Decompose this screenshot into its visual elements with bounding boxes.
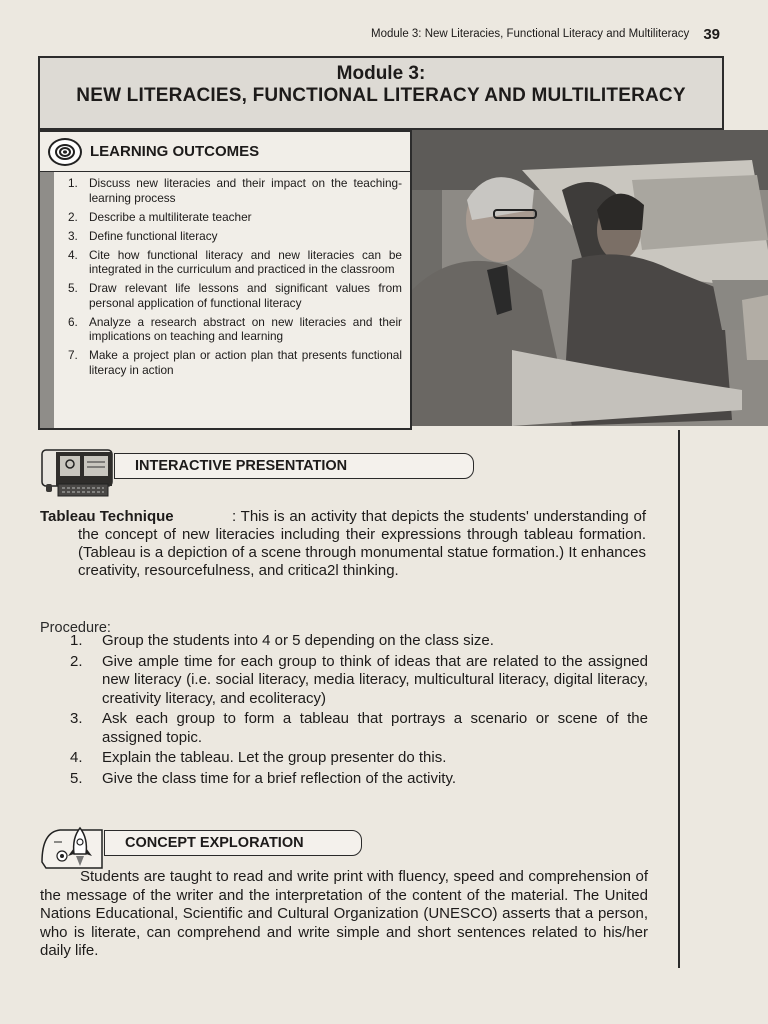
- tableau-term: Tableau Technique: [40, 508, 174, 525]
- list-item: 1. Discuss new literacies and their impact on the teaching-learning process: [68, 176, 402, 205]
- tableau-intro: [40, 508, 646, 580]
- concept-paragraph: Students are taught to read and write print with fluency, speed and comprehension of the message of the writer and the interpretation of the content of the material. The United Nations Educational, Scientific and Cultural Organization (UNESCO) asserts that a person, who is literate, can comprehend and write simple and short sentences related to his/her daily life.: [40, 868, 648, 959]
- learning-outcomes-body: [40, 172, 410, 428]
- list-item: 4. Cite how functional literacy and new literacies can be integrated in the curriculum and practiced in the classroom: [68, 247, 402, 276]
- driving-photo: [412, 130, 768, 426]
- learning-outcomes-box: [38, 130, 412, 430]
- procedure-label: Procedure:: [40, 620, 111, 636]
- content-rule: [678, 430, 680, 968]
- computer-icon: [40, 448, 120, 503]
- module-number: Module 3:: [336, 63, 426, 84]
- list-item: 4. Explain the tableau. Let the group presenter do this.: [70, 749, 447, 766]
- tableau-description: : This is an activity that depicts the students' understanding of the concept of new literacies including their expressions through tableau formation. (Tableau is a depiction of a scene through monumental statue formation.) It enhances creativity, resourcefulness, and critica2l thinking.: [78, 508, 646, 579]
- page-number: 39: [703, 25, 720, 43]
- list-item: 5. Draw relevant life lessons and significant values from personal application of functional literacy: [68, 281, 402, 310]
- learning-outcomes-header: [40, 132, 410, 172]
- running-head: Module 3: New Literacies, Functional Literacy and Multiliteracy: [371, 28, 690, 40]
- page-header: [300, 24, 720, 44]
- list-item: 1. Group the students into 4 or 5 depending on the class size.: [70, 632, 494, 649]
- target-icon: [48, 138, 82, 166]
- list-item: 3. Define functional literacy: [68, 228, 218, 243]
- concept-exploration-heading: CONCEPT EXPLORATION: [104, 830, 362, 856]
- list-item: 7. Make a project plan or action plan that presents functional literacy in action: [68, 348, 402, 377]
- module-title-box: [38, 56, 724, 130]
- concept-exploration-banner: [40, 822, 370, 872]
- learning-outcomes-list: [64, 176, 402, 382]
- list-item: 6. Analyze a research abstract on new literacies and their implications on teaching and learning: [68, 314, 402, 343]
- interactive-presentation-banner: [40, 448, 440, 498]
- module-title: NEW LITERACIES, FUNCTIONAL LITERACY AND MULTILITERACY: [76, 85, 686, 106]
- interactive-presentation-heading: INTERACTIVE PRESENTATION: [114, 453, 474, 479]
- list-item: 3. Ask each group to form a tableau that portrays a scenario or scene of the assigned topic.: [70, 710, 648, 746]
- list-item: 5. Give the class time for a brief reflection of the activity.: [70, 769, 457, 787]
- procedure-list: [70, 632, 648, 790]
- learning-outcomes-title: LEARNING OUTCOMES: [90, 143, 260, 160]
- list-item: 2. Describe a multiliterate teacher: [68, 209, 252, 224]
- list-item: 2. Give ample time for each group to think of ideas that are related to the assigned new literacy (i.e. social literacy, media literacy, multicultural literacy, digital literacy, creativity literacy, and ecoliteracy): [70, 652, 648, 707]
- side-bar-decoration: [40, 172, 54, 428]
